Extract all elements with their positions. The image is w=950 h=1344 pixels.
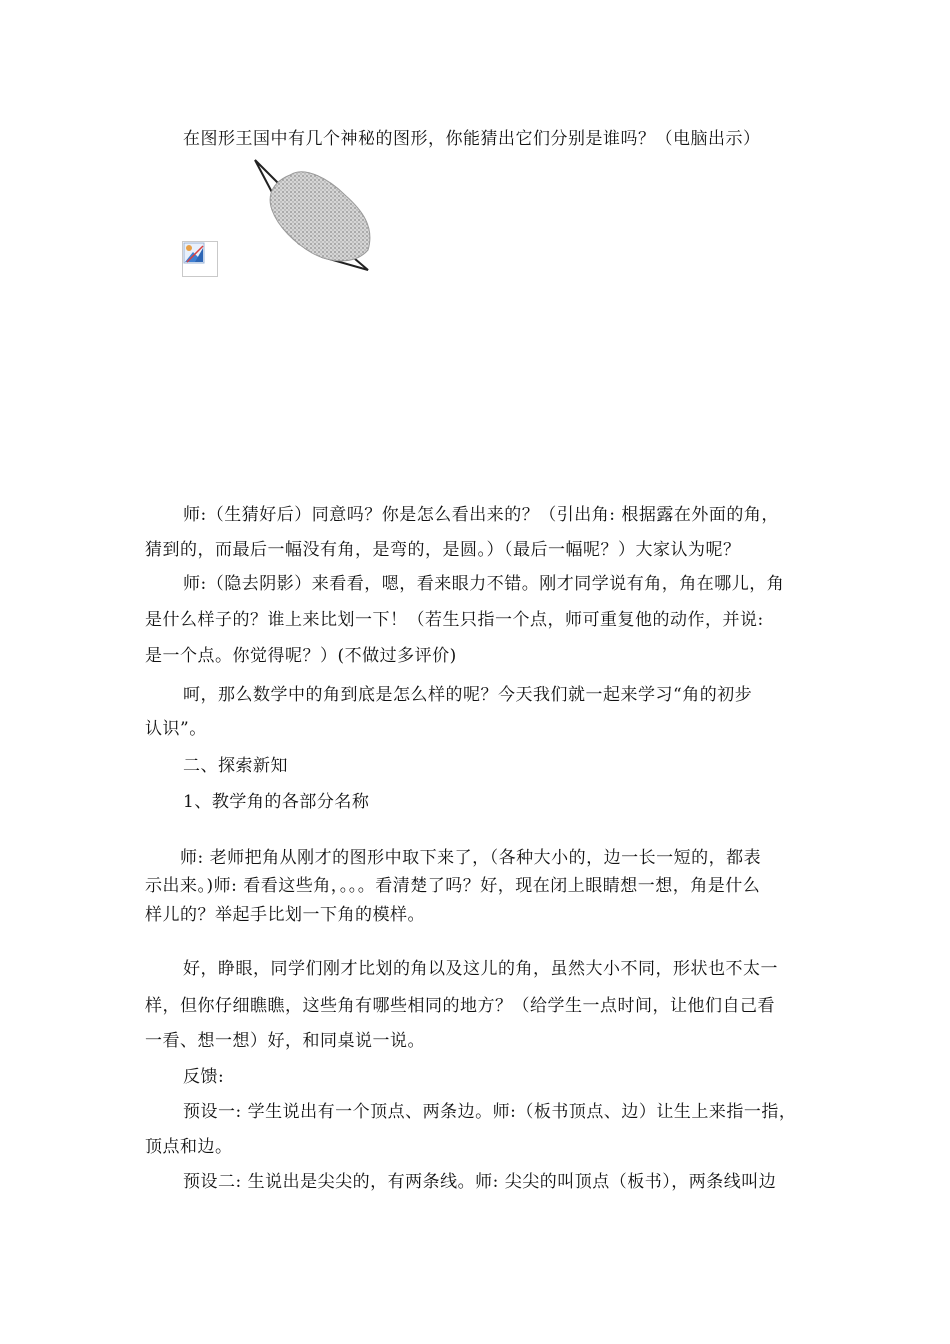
subsection-heading: 1、教学角的各部分名称 (183, 792, 370, 812)
paragraph-5-line-3: 样儿的？举起手比划一下角的模样。 (145, 905, 425, 925)
section-heading: 二、探索新知 (183, 756, 288, 776)
preset-one-line-1: 预设一: 学生说出有一个顶点、两条边。师:（板书顶点、边）让生上来指一指， (183, 1102, 797, 1122)
paragraph-6-line-2: 样，但你仔细瞧瞧，这些角有哪些相同的地方？（给学生一点时间，让他们自己看 (145, 996, 775, 1016)
paragraph-4-line-1: 呵，那么数学中的角到底是怎么样的呢？今天我们就一起来学习“角的初步 (183, 685, 753, 705)
paragraph-5-line-2: 示出来。)师: 看看这些角，。。。看清楚了吗？好，现在闭上眼睛想一想，角是什么 (145, 876, 761, 896)
paragraph-intro: 在图形王国中有几个神秘的图形，你能猜出它们分别是谁吗？（电脑出示） (183, 129, 761, 149)
paragraph-6-line-1: 好，睁眼，同学们刚才比划的角以及这儿的角，虽然大小不同，形状也不太一 (183, 959, 778, 979)
paragraph-4-line-2: 认识”。 (145, 719, 207, 739)
paragraph-2-line-1: 师:（生猜好后）同意吗？你是怎么看出来的？（引出角: 根据露在外面的角， (183, 505, 779, 525)
feedback-heading: 反馈: (183, 1067, 225, 1087)
paragraph-6-line-3: 一看、想一想）好，和同桌说一说。 (145, 1031, 425, 1051)
paragraph-3-line-3: 是一个点。你觉得呢？）(不做过多评价) (145, 646, 457, 666)
broken-image-icon (182, 241, 218, 277)
shaded-angle-figure-icon (250, 155, 380, 275)
preset-one-line-2: 顶点和边。 (145, 1137, 233, 1157)
paragraph-2-line-2: 猜到的，而最后一幅没有角，是弯的，是圆。）（最后一幅呢？）大家认为呢？ (145, 540, 741, 560)
paragraph-3-line-1: 师:（隐去阴影）来看看，嗯，看来眼力不错。刚才同学说有角，角在哪儿，角 (183, 574, 785, 594)
preset-two-line-1: 预设二: 生说出是尖尖的，有两条线。师: 尖尖的叫顶点（板书），两条线叫边 (183, 1172, 777, 1192)
paragraph-3-line-2: 是什么样子的？谁上来比划一下！（若生只指一个点，师可重复他的动作，并说: (145, 610, 764, 630)
paragraph-5-line-1: 师: 老师把角从刚才的图形中取下来了，（各种大小的，边一长一短的，都表 (180, 848, 762, 868)
